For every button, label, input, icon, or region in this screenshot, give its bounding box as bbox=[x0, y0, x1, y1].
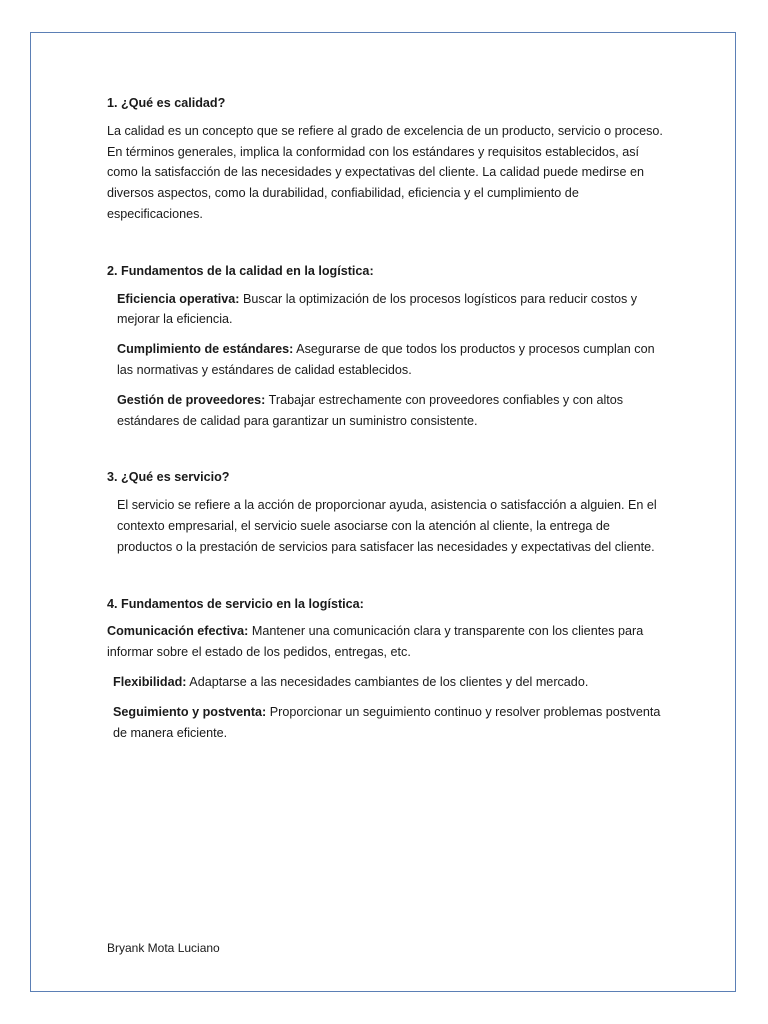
paragraph bbox=[107, 621, 663, 663]
term-text: Adaptarse a las necesidades cambiantes de los clientes y del mercado. bbox=[186, 674, 589, 689]
document-body bbox=[107, 93, 663, 752]
paragraph: La calidad es un concepto que se refiere al grado de excelencia de un producto, servicio o proceso. En términos generales, implica la conformidad con los estándares y requisitos establecidos, así como la satisfacción de las necesidades y expectativas del cliente. La calidad puede medirse en diversos aspectos, como la durabilidad, confiabilidad, eficiencia y el cumplimiento de especificaciones. bbox=[107, 123, 663, 221]
paragraph: El servicio se refiere a la acción de proporcionar ayuda, asistencia o satisfacción a alguien. En el contexto empresarial, el servicio suele asociarse con la atención al cliente, la entrega de productos o la prestación de servicios para satisfacer las necesidades y expectativas del cliente. bbox=[117, 498, 657, 554]
section-heading: 2. Fundamentos de la calidad en la logística: bbox=[107, 263, 374, 278]
term-label: Eficiencia operativa: bbox=[117, 291, 240, 306]
paragraph bbox=[107, 672, 663, 693]
term-text: Buscar la optimización de los procesos logísticos para reducir costos y mejorar la eficiencia. bbox=[117, 291, 638, 327]
paragraph bbox=[107, 289, 663, 331]
section-heading: 4. Fundamentos de servicio en la logística: bbox=[107, 596, 364, 611]
section-que-es-calidad bbox=[107, 93, 663, 225]
footer-author: Bryank Mota Luciano bbox=[107, 941, 220, 955]
term-label: Comunicación efectiva: bbox=[107, 624, 249, 639]
term-text: Asegurarse de que todos los productos y procesos cumplan con las normativas y estándares de calidad establecidos. bbox=[117, 342, 655, 377]
paragraph bbox=[107, 339, 663, 381]
section-heading: 1. ¿Qué es calidad? bbox=[107, 96, 226, 110]
paragraph bbox=[107, 390, 663, 432]
document-page bbox=[30, 32, 736, 992]
section-fundamentos-servicio bbox=[107, 594, 663, 744]
paragraph bbox=[107, 702, 663, 744]
section-fundamentos-calidad bbox=[107, 261, 663, 432]
term-text: Proporcionar un seguimiento continuo y resolver problemas postventa de manera eficiente. bbox=[113, 704, 661, 740]
term-label: Flexibilidad: bbox=[113, 674, 187, 689]
term-text: Trabajar estrechamente con proveedores confiables y con altos estándares de calidad para garantizar un suministro consistente. bbox=[117, 392, 624, 428]
term-label: Gestión de proveedores: bbox=[117, 392, 266, 407]
term-text: Mantener una comunicación clara y transparente con los clientes para informar sobre el estado de los pedidos, entregas, etc. bbox=[107, 624, 644, 660]
term-label: Seguimiento y postventa: bbox=[113, 704, 267, 719]
section-heading: 3. ¿Qué es servicio? bbox=[107, 470, 230, 485]
section-que-es-servicio bbox=[107, 467, 663, 557]
term-label: Cumplimiento de estándares: bbox=[117, 342, 294, 357]
